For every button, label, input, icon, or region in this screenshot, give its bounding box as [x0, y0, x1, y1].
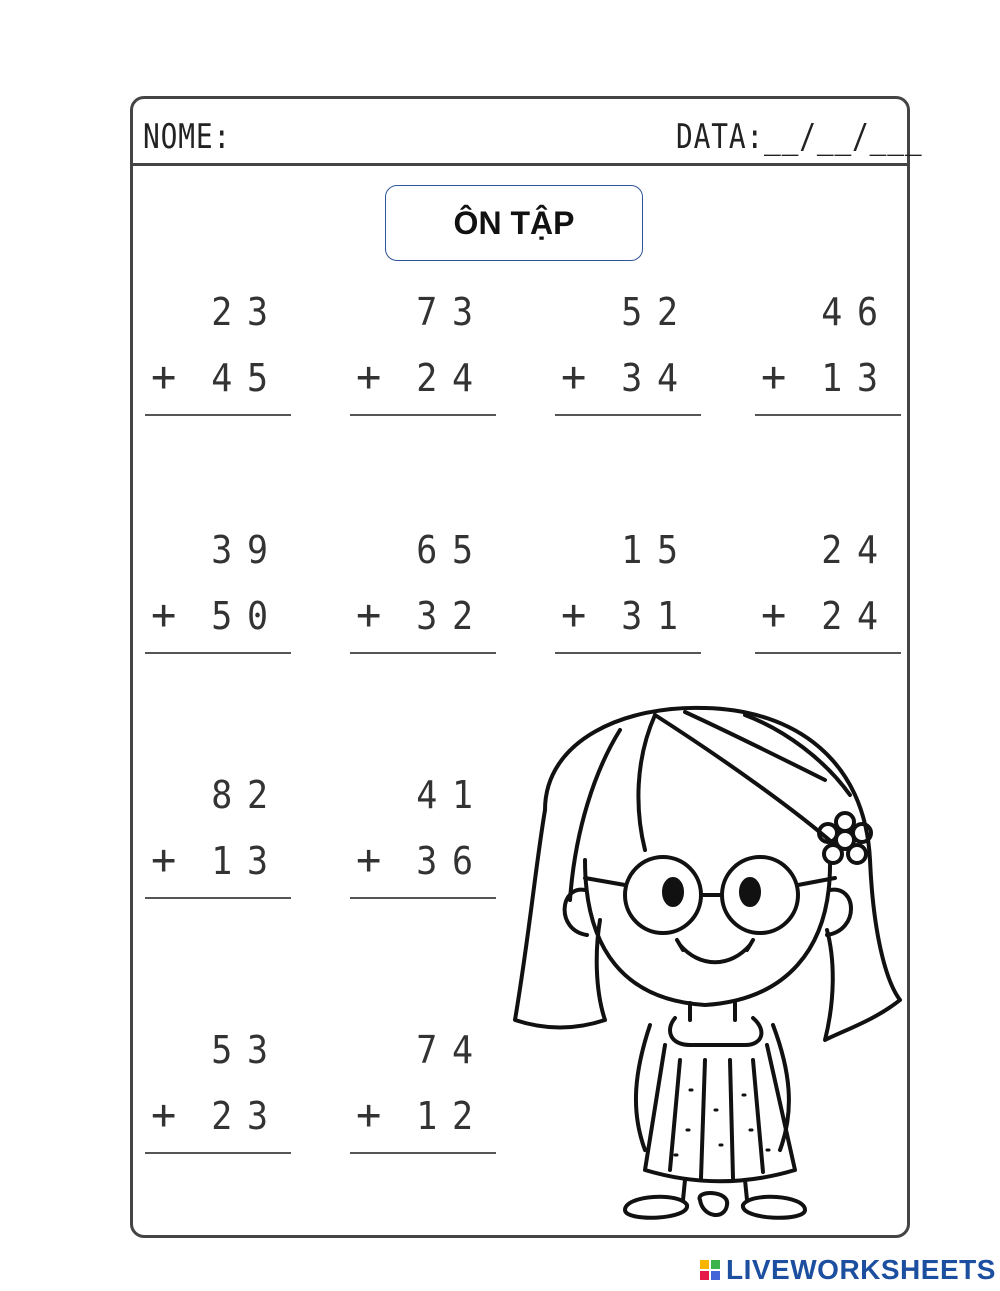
- plus-sign: +: [151, 1090, 177, 1139]
- plus-sign: +: [151, 352, 177, 401]
- bottom-number: 13: [821, 356, 893, 400]
- top-number: 82: [211, 773, 283, 817]
- top-number: 15: [621, 528, 693, 572]
- plus-sign: +: [761, 352, 787, 401]
- plus-sign: +: [151, 835, 177, 884]
- answer-line[interactable]: [145, 652, 291, 654]
- bottom-number: 45: [211, 356, 283, 400]
- liveworksheets-logo-icon: [700, 1260, 720, 1280]
- addition-problem-5: [145, 528, 291, 653]
- plus-sign: +: [356, 1090, 382, 1139]
- addition-problem-6: [350, 528, 496, 653]
- top-number: 74: [416, 1028, 488, 1072]
- answer-line[interactable]: [555, 652, 701, 654]
- answer-line[interactable]: [350, 414, 496, 416]
- name-label: NOME:: [143, 117, 232, 157]
- addition-problem-12: [350, 1028, 496, 1153]
- plus-sign: +: [356, 590, 382, 639]
- plus-sign: +: [561, 590, 587, 639]
- addition-problem-1: [145, 290, 291, 415]
- addition-problem-4: [755, 290, 901, 415]
- bottom-number: 23: [211, 1094, 283, 1138]
- addition-problem-2: [350, 290, 496, 415]
- girl-illustration: [505, 700, 905, 1235]
- plus-sign: +: [561, 352, 587, 401]
- answer-line[interactable]: [145, 897, 291, 899]
- addition-problem-9: [145, 773, 291, 898]
- addition-problem-11: [145, 1028, 291, 1153]
- plus-sign: +: [356, 835, 382, 884]
- bottom-number: 24: [416, 356, 488, 400]
- top-number: 39: [211, 528, 283, 572]
- bottom-number: 24: [821, 594, 893, 638]
- answer-line[interactable]: [555, 414, 701, 416]
- answer-line[interactable]: [350, 897, 496, 899]
- bottom-number: 32: [416, 594, 488, 638]
- header-divider: [133, 163, 907, 166]
- logo-text: LIVEWORKSHEETS: [726, 1254, 996, 1285]
- answer-line[interactable]: [145, 1152, 291, 1154]
- answer-line[interactable]: [755, 414, 901, 416]
- bottom-number: 36: [416, 839, 488, 883]
- bottom-number: 12: [416, 1094, 488, 1138]
- answer-line[interactable]: [350, 652, 496, 654]
- top-number: 24: [821, 528, 893, 572]
- addition-problem-10: [350, 773, 496, 898]
- answer-line[interactable]: [350, 1152, 496, 1154]
- top-number: 41: [416, 773, 488, 817]
- top-number: 65: [416, 528, 488, 572]
- top-number: 52: [621, 290, 693, 334]
- top-number: 23: [211, 290, 283, 334]
- bottom-number: 13: [211, 839, 283, 883]
- plus-sign: +: [761, 590, 787, 639]
- answer-line[interactable]: [145, 414, 291, 416]
- addition-problem-8: [755, 528, 901, 653]
- worksheet-title: ÔN TẬP: [385, 185, 643, 261]
- date-label: DATA:__/__/___: [676, 117, 923, 157]
- bottom-number: 31: [621, 594, 693, 638]
- bottom-number: 34: [621, 356, 693, 400]
- addition-problem-3: [555, 290, 701, 415]
- answer-line[interactable]: [755, 652, 901, 654]
- bottom-number: 50: [211, 594, 283, 638]
- plus-sign: +: [356, 352, 382, 401]
- top-number: 46: [821, 290, 893, 334]
- liveworksheets-logo[interactable]: [700, 1255, 996, 1285]
- plus-sign: +: [151, 590, 177, 639]
- top-number: 53: [211, 1028, 283, 1072]
- addition-problem-7: [555, 528, 701, 653]
- top-number: 73: [416, 290, 488, 334]
